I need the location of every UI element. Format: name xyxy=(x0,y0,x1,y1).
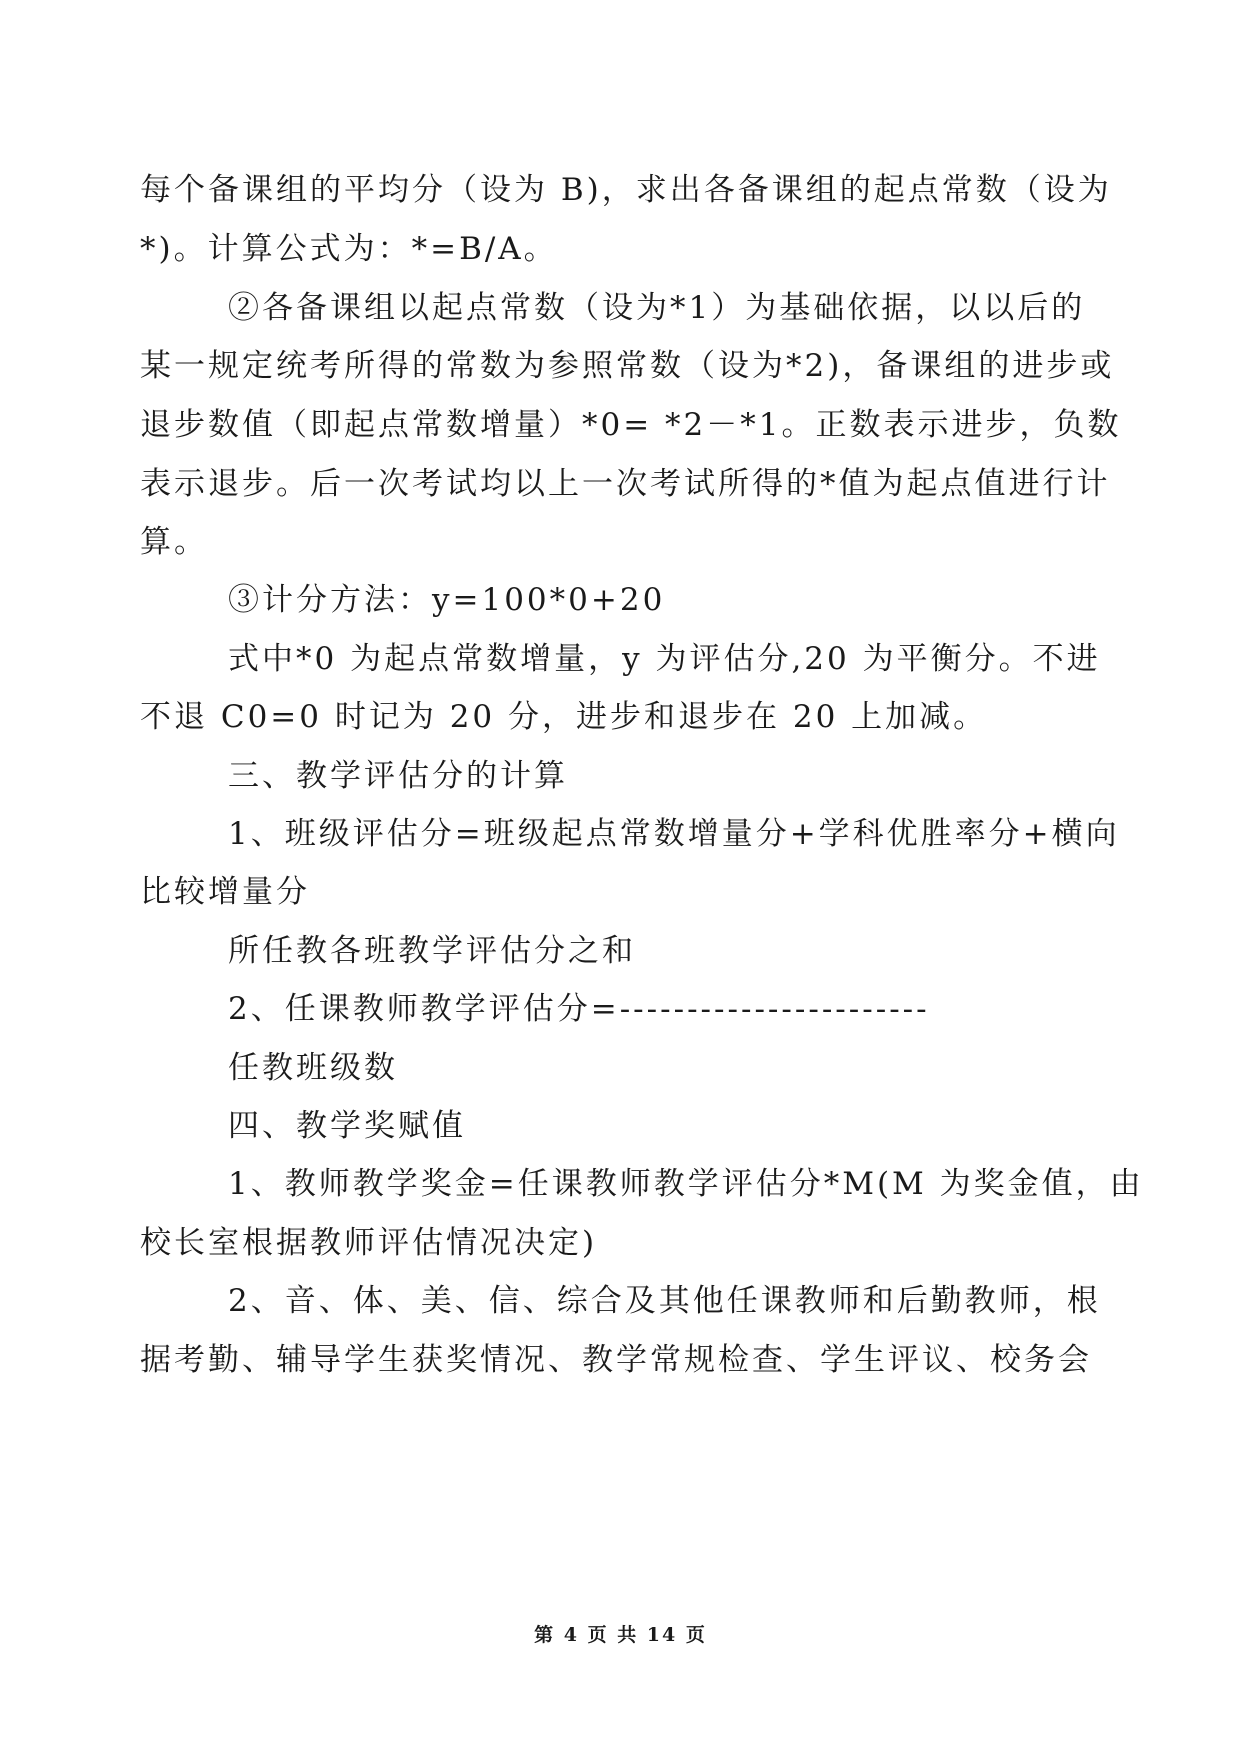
text-line: 1、班级评估分=班级起点常数增量分+学科优胜率分+横向 xyxy=(228,816,1120,852)
formula-denominator: 任教班级数 xyxy=(228,1050,398,1086)
text-line: 某一规定统考所得的常数为参照常数（设为*2)，备课组的进步或 xyxy=(140,348,1115,384)
text-line: 据考勤、辅导学生获奖情况、教学常规检查、学生评议、校务会 xyxy=(140,1342,1092,1378)
text-line: 退步数值（即起点常数增量）*0= *2－*1。正数表示进步，负数 xyxy=(140,407,1122,443)
text-line: 每个备课组的平均分（设为 B)，求出各备课组的起点常数（设为 xyxy=(140,172,1112,208)
text-line: 表示退步。后一次考试均以上一次考试所得的*值为起点值进行计 xyxy=(140,466,1111,502)
text-line: 不退 C0=0 时记为 20 分，进步和退步在 20 上加减。 xyxy=(140,699,988,735)
text-line: 2、音、体、美、信、综合及其他任课教师和后勤教师，根 xyxy=(228,1283,1101,1319)
formula-line: 2、任课教师教学评估分=----------------------- xyxy=(228,991,930,1027)
section-heading: 三、教学评估分的计算 xyxy=(228,758,568,794)
text-line: 校长室根据教师评估情况决定) xyxy=(140,1225,598,1261)
section-heading: 四、教学奖赋值 xyxy=(228,1108,466,1144)
text-line: ②各备课组以起点常数（设为*1）为基础依据，以以后的 xyxy=(228,290,1086,326)
text-line: 1、教师教学奖金=任课教师教学评估分*M(M 为奖金值，由 xyxy=(228,1166,1144,1202)
text-line: 式中*0 为起点常数增量，y 为评估分,20 为平衡分。不进 xyxy=(228,641,1101,677)
text-line: 算。 xyxy=(140,524,208,560)
text-line: ③计分方法：y=100*0+20 xyxy=(228,582,666,618)
text-line: 比较增量分 xyxy=(140,874,310,910)
formula-numerator: 所任教各班教学评估分之和 xyxy=(228,933,636,969)
text-line: *)。计算公式为：*=B/A。 xyxy=(140,231,558,267)
page-number-footer: 第 4 页 共 14 页 xyxy=(534,1624,707,1646)
